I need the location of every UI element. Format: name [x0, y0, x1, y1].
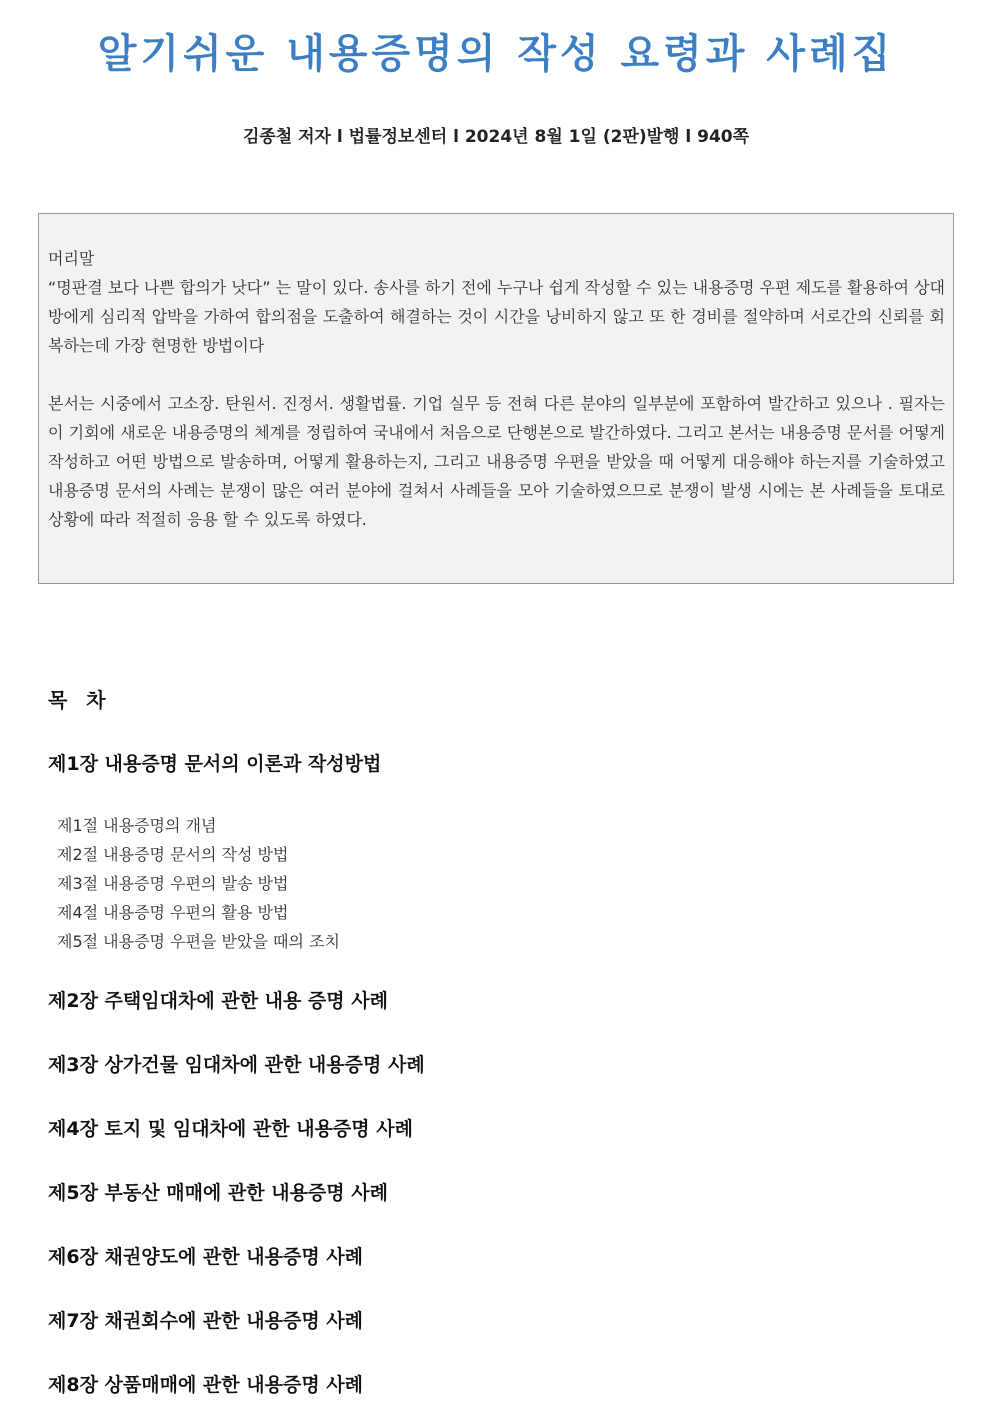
- toc-heading: 목 차: [48, 688, 112, 712]
- toc-chapter-2: 제2장 주택임대차에 관한 내용 증명 사례: [48, 990, 388, 1012]
- toc-section: 제4절 내용증명 우편의 활용 방법: [57, 903, 289, 922]
- toc-chapter-5: 제5장 부동산 매매에 관한 내용증명 사례: [48, 1182, 388, 1204]
- preface-paragraph-2: 본서는 시중에서 고소장. 탄원서. 진정서. 생활법률. 기업 실무 등 전혀 다른 분야의 일부분에 포함하여 발간하고 있으나 . 필자는 이 기회에 새로운 내용증명의 체계를 정립하여 국내에서 처음으로 단행본으로 발간하였다. 그리고 본서는 내용증명 문서를 어떻게 작성하고 어떤 방법으로 발송하며, 어떻게 활용하는지, 그리고 내용증명 우편을 받았을 때 어떻게 대응해야 하는지를 기술하였고 내용증명 문서의 사례는 분쟁이 많은 여러 분야에 걸쳐서 사례들을 모아 기술하였으므로 분쟁이 발생 시에는 본 사례들을 토대로 상황에 따라 적절히 응용 할 수 있도록 하였다.: [48, 394, 945, 529]
- toc-section: 제1절 내용증명의 개념: [57, 816, 217, 835]
- toc-section: 제3절 내용증명 우편의 발송 방법: [57, 874, 289, 893]
- toc-chapter-8: 제8장 상품매매에 관한 내용증명 사례: [48, 1374, 363, 1396]
- toc-chapter-7: 제7장 채권회수에 관한 내용증명 사례: [48, 1310, 363, 1332]
- book-meta: 김종철 저자 l 법률정보센터 l 2024년 8월 1일 (2판)발행 l 940쪽: [242, 127, 750, 147]
- toc-chapter-4: 제4장 토지 및 임대차에 관한 내용증명 사례: [48, 1118, 413, 1140]
- preface-paragraph-1: “명판결 보다 나쁜 합의가 낫다” 는 말이 있다. 송사를 하기 전에 누구나 쉽게 작성할 수 있는 내용증명 우편 제도를 활용하여 상대방에게 심리적 압박을 가하여 합의점을 도출하여 해결하는 것이 시간을 낭비하지 않고 또 한 경비를 절약하며 서로간의 신뢰를 회복하는데 가장 현명한 방법이다: [48, 278, 945, 355]
- toc-section: 제2절 내용증명 문서의 작성 방법: [57, 845, 289, 864]
- preface-heading: 머리말: [48, 249, 95, 268]
- book-title: 알기쉬운 내용증명의 작성 요령과 사례집: [97, 31, 895, 77]
- toc-chapter-6: 제6장 채권양도에 관한 내용증명 사례: [48, 1246, 363, 1268]
- toc-chapter-3: 제3장 상가건물 임대차에 관한 내용증명 사례: [48, 1054, 425, 1076]
- preface-box: [38, 213, 954, 584]
- toc-chapter-1: 제1장 내용증명 문서의 이론과 작성방법: [48, 753, 382, 775]
- toc-section: 제5절 내용증명 우편을 받았을 때의 조치: [57, 932, 340, 951]
